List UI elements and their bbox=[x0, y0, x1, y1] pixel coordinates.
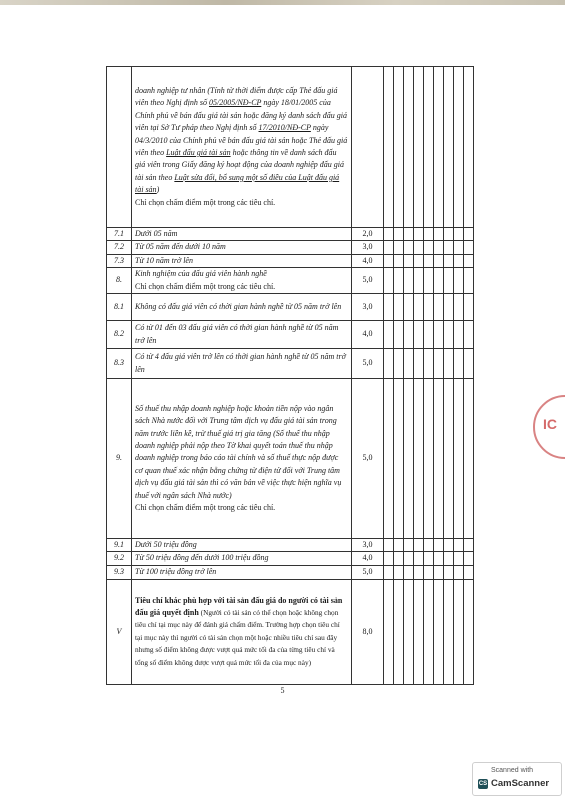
score-cell bbox=[464, 349, 474, 379]
max-score: 2,0 bbox=[352, 228, 384, 241]
score-cell bbox=[454, 294, 464, 321]
score-cell bbox=[434, 268, 444, 294]
row-number bbox=[107, 67, 132, 228]
score-cell bbox=[394, 349, 404, 379]
criterion-text-segment: Kinh nghiệm của đấu giá viên hành nghề bbox=[135, 269, 267, 279]
score-cell bbox=[414, 294, 424, 321]
score-cell bbox=[404, 294, 414, 321]
score-cell bbox=[424, 67, 434, 228]
row-number: 8.3 bbox=[107, 349, 132, 379]
score-cell bbox=[444, 321, 454, 349]
score-cell bbox=[424, 268, 434, 294]
score-cell bbox=[394, 552, 404, 565]
criterion-text bbox=[132, 552, 352, 565]
score-cell bbox=[384, 254, 394, 267]
score-cell bbox=[414, 379, 424, 539]
criterion-text bbox=[132, 379, 352, 539]
criterion-text-segment: Không có đấu giá viên có thời gian hành nghề từ 05 năm trở lên bbox=[135, 301, 342, 311]
score-cell bbox=[384, 268, 394, 294]
row-number: V bbox=[107, 579, 132, 684]
criterion-text-segment: Từ 05 năm đến dưới 10 năm bbox=[135, 242, 226, 252]
criterion-text bbox=[132, 565, 352, 579]
criterion-text-segment: Có từ 01 đến 03 đấu giá viên có thời gian hành nghề từ 05 năm trở lên bbox=[135, 323, 339, 345]
score-cell bbox=[414, 552, 424, 565]
criterion-text-segment: Dưới 50 triệu đồng bbox=[135, 540, 197, 550]
criterion-text-segment: 17/2010/NĐ-CP bbox=[258, 123, 311, 133]
score-cell bbox=[434, 579, 444, 684]
score-cell bbox=[464, 552, 474, 565]
score-cell bbox=[424, 349, 434, 379]
table-row bbox=[107, 539, 474, 552]
score-cell bbox=[424, 565, 434, 579]
table-row bbox=[107, 565, 474, 579]
criterion-text-segment: ) bbox=[156, 185, 160, 195]
score-cell bbox=[404, 321, 414, 349]
scan-top-edge bbox=[0, 0, 565, 5]
scanned-with-label: Scanned with bbox=[491, 767, 534, 774]
score-cell bbox=[424, 552, 434, 565]
table-row bbox=[107, 67, 474, 228]
criterion-text bbox=[132, 67, 352, 228]
score-cell bbox=[454, 241, 464, 254]
camscanner-watermark bbox=[472, 762, 562, 796]
score-cell bbox=[414, 579, 424, 684]
row-number: 8.1 bbox=[107, 294, 132, 321]
score-cell bbox=[464, 228, 474, 241]
score-cell bbox=[424, 379, 434, 539]
score-cell bbox=[454, 349, 464, 379]
score-cell bbox=[384, 379, 394, 539]
score-cell bbox=[464, 579, 474, 684]
score-cell bbox=[384, 349, 394, 379]
score-cell bbox=[444, 379, 454, 539]
row-number: 7.2 bbox=[107, 241, 132, 254]
criteria-table bbox=[106, 66, 474, 685]
score-cell bbox=[444, 67, 454, 228]
score-cell bbox=[414, 254, 424, 267]
score-cell bbox=[394, 241, 404, 254]
score-cell bbox=[404, 254, 414, 267]
score-cell bbox=[454, 552, 464, 565]
table-row bbox=[107, 228, 474, 241]
max-score: 8,0 bbox=[352, 579, 384, 684]
score-cell bbox=[384, 579, 394, 684]
max-score bbox=[352, 67, 384, 228]
score-cell bbox=[454, 254, 464, 267]
score-cell bbox=[444, 254, 454, 267]
criterion-text-segment: 05/2005/NĐ-CP bbox=[209, 98, 262, 108]
criterion-text-segment: Số thuế thu nhập doanh nghiệp hoặc khoản tiền nộp vào ngân sách Nhà nước đối với Trung tâm dịch vụ đấu giá tài sản trong năm trước liền kề, trừ thuế giá trị gia tăng (Số thuế thu nhập doanh nghiệp phải nộp theo Tờ khai quyết toán thuế thu nhập doanh nghiệp trong báo cáo tài chính và số thuế thực nộp được cơ quan thuế xác nhận bằng chứng từ điện tử đối với Trung tâm dịch vụ đấu giá tài sản thì có văn bản về việc thực hiện nghĩa vụ thuế với ngân sách Nhà nước) bbox=[135, 403, 342, 500]
max-score: 5,0 bbox=[352, 268, 384, 294]
criterion-text-segment: Từ 10 năm trở lên bbox=[135, 255, 193, 265]
score-cell bbox=[424, 228, 434, 241]
criterion-text-segment: doanh nghiệp tư nhân (Tính từ thời điểm được cấp Thẻ đấu giá viên theo Nghị định số bbox=[135, 85, 338, 108]
criterion-text-segment: Chỉ chọn chấm điểm một trong các tiêu chí. bbox=[135, 197, 276, 207]
criterion-text bbox=[132, 579, 352, 684]
score-cell bbox=[454, 228, 464, 241]
score-cell bbox=[414, 67, 424, 228]
criterion-text bbox=[132, 268, 352, 294]
criterion-text-segment: ngày 04/3/2010 của Chính phủ về bán đấu giá tài sản hoặc Thẻ đấu giá viên theo bbox=[135, 123, 348, 157]
score-cell bbox=[454, 321, 464, 349]
score-cell bbox=[434, 67, 444, 228]
criterion-text-segment: Dưới 05 năm bbox=[135, 229, 178, 238]
score-cell bbox=[394, 579, 404, 684]
score-cell bbox=[424, 579, 434, 684]
max-score: 3,0 bbox=[352, 539, 384, 552]
criterion-text bbox=[132, 349, 352, 379]
criterion-text-segment: (Người có tài sản có thể chọn hoặc không chọn tiêu chí tại mục này để đánh giá chấm điểm. Trường hợp chọn tiêu chí tại mục này thì người có tài sản chọn một hoặc nhiều tiêu chí sau đây nhưng số điểm không được vượt quá mức tối đa của từng tiêu chí và tổng số điểm không được vượt quá mức tối đa của mục này) bbox=[135, 608, 340, 667]
score-cell bbox=[404, 552, 414, 565]
score-cell bbox=[404, 268, 414, 294]
score-cell bbox=[414, 268, 424, 294]
score-cell bbox=[444, 268, 454, 294]
score-cell bbox=[394, 268, 404, 294]
criterion-text-segment: Có từ 4 đấu giá viên trở lên có thời gian hành nghề từ 05 năm trở lên bbox=[135, 352, 346, 374]
score-cell bbox=[414, 241, 424, 254]
score-cell bbox=[444, 539, 454, 552]
camscanner-logo-icon: CS bbox=[478, 781, 488, 787]
score-cell bbox=[424, 294, 434, 321]
score-cell bbox=[384, 539, 394, 552]
score-cell bbox=[434, 539, 444, 552]
table-row bbox=[107, 241, 474, 254]
score-cell bbox=[384, 294, 394, 321]
score-cell bbox=[434, 228, 444, 241]
criterion-text bbox=[132, 321, 352, 349]
max-score: 3,0 bbox=[352, 294, 384, 321]
table-row bbox=[107, 379, 474, 539]
score-cell bbox=[394, 67, 404, 228]
criterion-text-segment: Chỉ chọn chấm điểm một trong các tiêu chí. bbox=[135, 502, 276, 512]
score-cell bbox=[464, 565, 474, 579]
score-cell bbox=[384, 228, 394, 241]
criterion-text-segment: Luật sửa đổi, bổ sung một số điều của Luật đấu giá tài sản bbox=[135, 172, 340, 195]
max-score: 4,0 bbox=[352, 552, 384, 565]
score-cell bbox=[464, 254, 474, 267]
max-score: 5,0 bbox=[352, 379, 384, 539]
score-cell bbox=[414, 228, 424, 241]
row-number: 9.3 bbox=[107, 565, 132, 579]
score-cell bbox=[434, 349, 444, 379]
max-score: 5,0 bbox=[352, 565, 384, 579]
score-cell bbox=[404, 379, 414, 539]
score-cell bbox=[434, 254, 444, 267]
score-cell bbox=[434, 379, 444, 539]
criterion-text-segment: Từ 50 triệu đồng đến dưới 100 triệu đồng bbox=[135, 553, 269, 563]
table-row bbox=[107, 254, 474, 267]
score-cell bbox=[444, 552, 454, 565]
score-cell bbox=[394, 294, 404, 321]
criterion-text bbox=[132, 254, 352, 267]
score-cell bbox=[454, 565, 464, 579]
score-cell bbox=[414, 539, 424, 552]
criterion-text-segment: ngày 18/01/2005 của Chính phủ về bán đấu giá tài sản hoặc đăng ký danh sách đấu giá viên tại Sở Tư pháp theo Nghị định số bbox=[135, 98, 347, 133]
score-cell bbox=[444, 565, 454, 579]
table-row bbox=[107, 294, 474, 321]
table-row bbox=[107, 268, 474, 294]
score-cell bbox=[404, 349, 414, 379]
score-cell bbox=[394, 254, 404, 267]
score-cell bbox=[404, 241, 414, 254]
score-cell bbox=[394, 321, 404, 349]
row-number: 9. bbox=[107, 379, 132, 539]
score-cell bbox=[464, 294, 474, 321]
camscanner-name: CamScanner bbox=[491, 778, 550, 789]
row-number: 9.1 bbox=[107, 539, 132, 552]
table-row bbox=[107, 552, 474, 565]
score-cell bbox=[454, 67, 464, 228]
score-cell bbox=[384, 552, 394, 565]
score-cell bbox=[424, 321, 434, 349]
row-number: 8.2 bbox=[107, 321, 132, 349]
score-cell bbox=[404, 539, 414, 552]
score-cell bbox=[414, 349, 424, 379]
score-cell bbox=[434, 552, 444, 565]
criterion-text bbox=[132, 228, 352, 241]
score-cell bbox=[404, 67, 414, 228]
score-cell bbox=[444, 579, 454, 684]
score-cell bbox=[424, 539, 434, 552]
score-cell bbox=[444, 241, 454, 254]
score-cell bbox=[464, 67, 474, 228]
criterion-text bbox=[132, 241, 352, 254]
score-cell bbox=[384, 321, 394, 349]
score-cell bbox=[434, 294, 444, 321]
row-number: 7.3 bbox=[107, 254, 132, 267]
score-cell bbox=[414, 321, 424, 349]
score-cell bbox=[434, 565, 444, 579]
score-cell bbox=[454, 268, 464, 294]
score-cell bbox=[394, 228, 404, 241]
max-score: 4,0 bbox=[352, 254, 384, 267]
table-row bbox=[107, 321, 474, 349]
score-cell bbox=[384, 565, 394, 579]
criterion-text-segment: Luật đấu giá tài sản bbox=[166, 148, 231, 157]
score-cell bbox=[394, 565, 404, 579]
criterion-text-segment: Tiêu chí khác phù hợp với tài sản đấu giá do người có tài sản đấu giá quyết định bbox=[135, 595, 343, 618]
row-number: 8. bbox=[107, 268, 132, 294]
score-cell bbox=[464, 539, 474, 552]
criterion-text-segment: Chỉ chọn chấm điểm một trong các tiêu chí. bbox=[135, 281, 276, 291]
score-cell bbox=[404, 565, 414, 579]
score-cell bbox=[444, 228, 454, 241]
score-cell bbox=[404, 228, 414, 241]
score-cell bbox=[464, 379, 474, 539]
criterion-text-segment: Từ 100 triệu đồng trở lên bbox=[135, 567, 217, 577]
criterion-text bbox=[132, 294, 352, 321]
score-cell bbox=[394, 379, 404, 539]
company-seal: IC bbox=[533, 395, 565, 459]
score-cell bbox=[394, 539, 404, 552]
score-cell bbox=[434, 241, 444, 254]
row-number: 9.2 bbox=[107, 552, 132, 565]
row-number: 7.1 bbox=[107, 228, 132, 241]
score-cell bbox=[434, 321, 444, 349]
max-score: 3,0 bbox=[352, 241, 384, 254]
score-cell bbox=[384, 241, 394, 254]
score-cell bbox=[464, 241, 474, 254]
score-cell bbox=[384, 67, 394, 228]
score-cell bbox=[414, 565, 424, 579]
max-score: 5,0 bbox=[352, 349, 384, 379]
score-cell bbox=[454, 379, 464, 539]
score-cell bbox=[444, 294, 454, 321]
table-row bbox=[107, 579, 474, 684]
table-row bbox=[107, 349, 474, 379]
score-cell bbox=[424, 254, 434, 267]
score-cell bbox=[454, 539, 464, 552]
max-score: 4,0 bbox=[352, 321, 384, 349]
criterion-text bbox=[132, 539, 352, 552]
score-cell bbox=[404, 579, 414, 684]
page-number: 5 bbox=[280, 686, 285, 695]
criterion-text-segment: hoặc thông tin về danh sách đấu giá viên trong Giấy đăng ký hoạt động của doanh nghiệp đấu giá tài sản theo bbox=[135, 148, 345, 182]
score-cell bbox=[464, 321, 474, 349]
score-cell bbox=[424, 241, 434, 254]
score-cell bbox=[454, 579, 464, 684]
score-cell bbox=[464, 268, 474, 294]
score-cell bbox=[444, 349, 454, 379]
